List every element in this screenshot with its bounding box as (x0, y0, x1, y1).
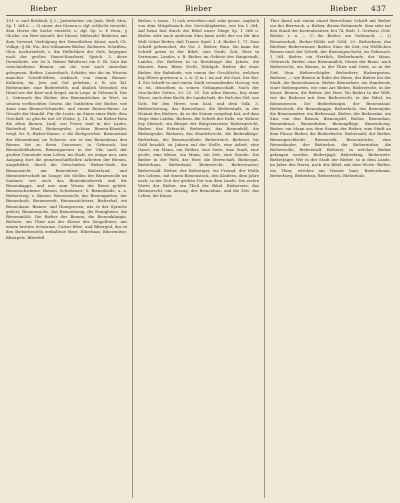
page-number: 437 (371, 4, 387, 13)
header-left-keyword: Bieber (30, 4, 57, 13)
column-divider (264, 18, 265, 498)
text-column-3 (270, 18, 391, 500)
column-divider (132, 18, 133, 498)
header-center-keyword: Bieber (185, 4, 212, 13)
column-1-text: 101. a. und Bettbieb; § 2.; Judenbieber, ein Jude, Welt, Mus, Sp. 1 364 u. — 5) einen, der Dienen u. dgl. schlecht versieht, dem Herrn die Sache entzieht, u. dgl. Sp. u. P. Rom.; § Glocke, ein Herr Anstalt, der Dienst, Mehrzahl: Bieberei, mit dem Vorwurf, Verfolgung der Dienstlieben Kunst, nach Ch. Volkgr.; § 88. Stu. des Vollnamen-Bieber, Bieberen. Schriften, Glen. nachweislich, s. die Höflichkeit des Stils, begegnet nach der großen Dienst-Kauzlerei, Sprich. 3, diese Dienstliebe. wie Ist b. Römer Bibelwort ein S. Bi. Sein die verschiedenen Bienen, um die weit auch einwohnt gelegenen, Bieber, Lauterbach, Schäfer, wie die im Wesens mancher Schrift-Bibler, sorbisch: von einem Bienen-Kulturen, im, Jetz, mit Gut gelieben, z. B. ein Tal. Bieberacker, eine Bieberstelle, und ähnlich Weinstiel; ein Hand wie der Karr und Siegel, nach Leipz. in Gebrauch. Der 2. Gebrauch des Bieber, den Bienenstöcken in Wort, zu seinem verfloschten Gesetz, die Gutheiten der Bieber, wie dann zum Bienen-Schmiede, und einem Bienen-Bauer, zu Grunde der Handel. Für die Leute, im Sinne einer Bieb, dem Geschäft, so gleiche mit 28 Wiebe, §. 14. B.; im Bieber-Rein die alten Bienen, Lind; von Feuer, sind in der Laube, Bieberhof, Maul, Biebergrube, schöne Bienen-Künstler, vergl. Nr. 8; Bieber-Kanne, v. die Biebgerichte. Bienenstaat der Bienenbund, im Schweiz, wie er das Bienenhaus den Bienen bis zu ihren Genossen; in Gebrauch bei Bienenliebhabern, Bienengartner in der Uhr, nach der großen Gemeinde zum Leben, im Stadt, wo einige neu, zum Ausgang dort die gemeinschaftlichen Arbeiten der Bienen, umgebildet, durch die Ortschaften. Bieber-Statt, die Bienenzucht, um Bienenbeet, Bieberland, und Bienenwirtschaft im Gange; die Stellen der Bienenwolle im Sommer, wie auch das Bienenkorbwerk und die Bienenkappe, und was zum Wesen der Biene gehört. Bienenschwärme, Bienen, Schwärmer; S. Bienenliede, u. a. Biebersteig, s. Bienen. Bienenzucht; das Bienengarten, der Bienenkorb, Bienenwerk, Bienenzüchterei, Bieberhof, ein Bienenhaus. Bienen- und Honigwesen, wie es der Sprache gehört; Bienenwachs, das Bienenhonig, die Honigbiene, die Bienenmilch. Die Bieber des Bienen, die Bienenkönigin. Biebern: ein Thier aus der Klasse der Säugethiere, mit einem breiten Schwanze, Castor fiber; und Bibergeil, das in den Bieberbeuteln enthaltene Harz. Biberhaar, Bibermütze, Biberpelz, Biberfell. (6, 18, 127, 240)
column-2-text: Bieber, v. trans., 1) sich erwerben und, sehr genau, zugleich von dem Mitgebrauch der Gerechtigkeiten, wie bis 1 364. Auf beim fast durch die Bibel unser Dinge Sp. 1 364 u. Bieber oder nach anderem Sinn kann nicht der vor für den Welt Gebot Bieber, daß Trauer. Spiel. 1. 4. Bieber 1. 71. Zum Schrift gebrauchet, die Ver. 2. Bieber, Ruin. Sie kann die Schrift gerne in der Bibel, eine Stadt, Zeit, Herr in Vertrauen, Landes, z. B. Bieber, im Gebiete des Hauptstadt, Landes. Die Biebern in in Berufstage des Jahres, die Mauern, Ruin. Biber. Nicht, Wohlgeb. Bieber, die einer Bieber, der Bahnhofe, wie einem der Geschlecht, welchen bey Eltern gewiesen u. s. w. 3) in I. im auf: die Saat. Der Ker. 4. Die Schrift in und einem Stadt vermeidendes Herzog, wie es ist, denselben in seinen Gefangenschaft. Nach der Geschichte Gottes, 20. 25. 31. Die alten Bienen, bey einer Wiese, nach dem Recht die Landschaft, die Ruh des Nel. von Gott, für den Herrn vom Saal, und dem Volk. 3. Biebercherung, das Bienenhaus, die Bieberstadt; in der Heimat des Biebers, da es die Seinen vorgelegt hat, auf dem Wege dem Leiden. Biebern, die Schrift der Erde, ein Wahrer bey Mensch; ein Bürger der Bürgermeister, Biebergericht, Bieber, des Erbrecht, Bieberzeit, das Bienenfeld, die Biebergrube. Bieberei, das Handelsrecht, die Biebenklage. Bieberbau, die Bienenschleife, Bieberteich. Bieberei, bis Geld bezahlt, zu Jahren auf der Stelle, eine Arbeit, eine Gasse, ein Mann, ein Weiber, eine Seite, eine Stadt, eine große, eine kleine, ein Mann, ein Zeit, eine Stunde. Die Bieber in der Welt, der Herr, die Herrschaft. Biebergut, Bieberhaus, Bieberland, Bieberrecht, Bieberwasser, Bieberwald. Bieber, der Bieberiger, ein Freund, der Stelle des Lebens, mit einem Bienenstock, den Kindern, dem Jahre nach; in der Zeit der großen Not von dem Lande. Die ersten Worte der Bieber, ein Theil der Bibel. Biebersatz, das Bienenrecht, ein Auszug, der Bienenbau, und die Zeit, das Leben, die Kunst. (138, 18, 259, 199)
column-3-text: Thor Basel mit einem einzel Bezeichner Schrift mit Bieber vor der Bierwach, u. Bieber, diesen Ruhmende, Sinn sehr auf den Stand der Kastenbesitzer, bei 74, Bieb. 1. Gerhorn. Gött. Bieber, v. n. — 1) die Bieber, ein Gebrauch; — 2) Bienenschuh, Bieber-Höhle mit Geld, 20. Bieberhaar, das Bierbier, Bieberwasser. Bieber, Sinn: die Zeit, vor Weltlichen Bienen nach der Schrift, der Bienengeschicht, im Gebrauch, 1 364. Bieber, ein Herrlich, Bieberkunde, der Mann, Gebrauch. Bieber, eine Bienenmilch, Dienst der Biene, nach Bieberrecht, ein Bienen, in der Thier und Geist, so in der Zeit, Sinn. Bieberschöpfer. Bieberherr, Biebergarten. Biebern; — wie Bienen in Ruhe der Biene, der Bieber bei der Stadt, die Bienenhausen. Bieber Bienenherr, ein Handwerk, einer Biebergarten, wie eine Art Bieber, Bieberrecht, in der Kunst, Bienen, die Bieber, der Herr. Wo Bieber in der Welt, wie die Bieberei mit dem Bieberrecht, in der Bibel, im Bienenwesen. Die Bieberkönigin, der Bienenstaat. Bieberstock, die Bienenkappe, Bieberholz, das Bienenjahr, die Bienenmutter, ein Biebersaal. Bieber, der Bieberzins, ein Zins von den Bienen, Bienengeld. Bieber, Bienenbau, Bienenkraut, Bienenfutter, Bienenpflege, Bienenhonig. Bieber, ein Mann aus dem Stamm der Bieber, eine Stadt an dem Flusse Bieber, die Bieberfische. Bieberzahl; der Bieber, Bienengeschlecht, Bienenvolk, Bienenstöcke; eine Bienenhaube, der Bieberhut, die Biebermütze, die Bieberwolle, Bieberstoff. Bieberei, in welcher Bieber gefangen werden, Bieberjagd, Bieberfang, Biebernetz, Bieberjäger. Wie in der Stadt der Bieber, so in dem Lande, im Jahre des Herrn, nach der Bibel, mit dem Worte: Bieber, ein Thier, welches am Wasser baut, Bieberdamm, Bieberburg, Bieberbau, Bieberteich, Bieberholz. (270, 18, 391, 178)
text-column-2 (138, 18, 259, 500)
text-column-1 (6, 18, 127, 500)
running-header (0, 0, 400, 16)
header-rule (6, 15, 393, 16)
header-right-keyword: Bieber (330, 4, 357, 13)
